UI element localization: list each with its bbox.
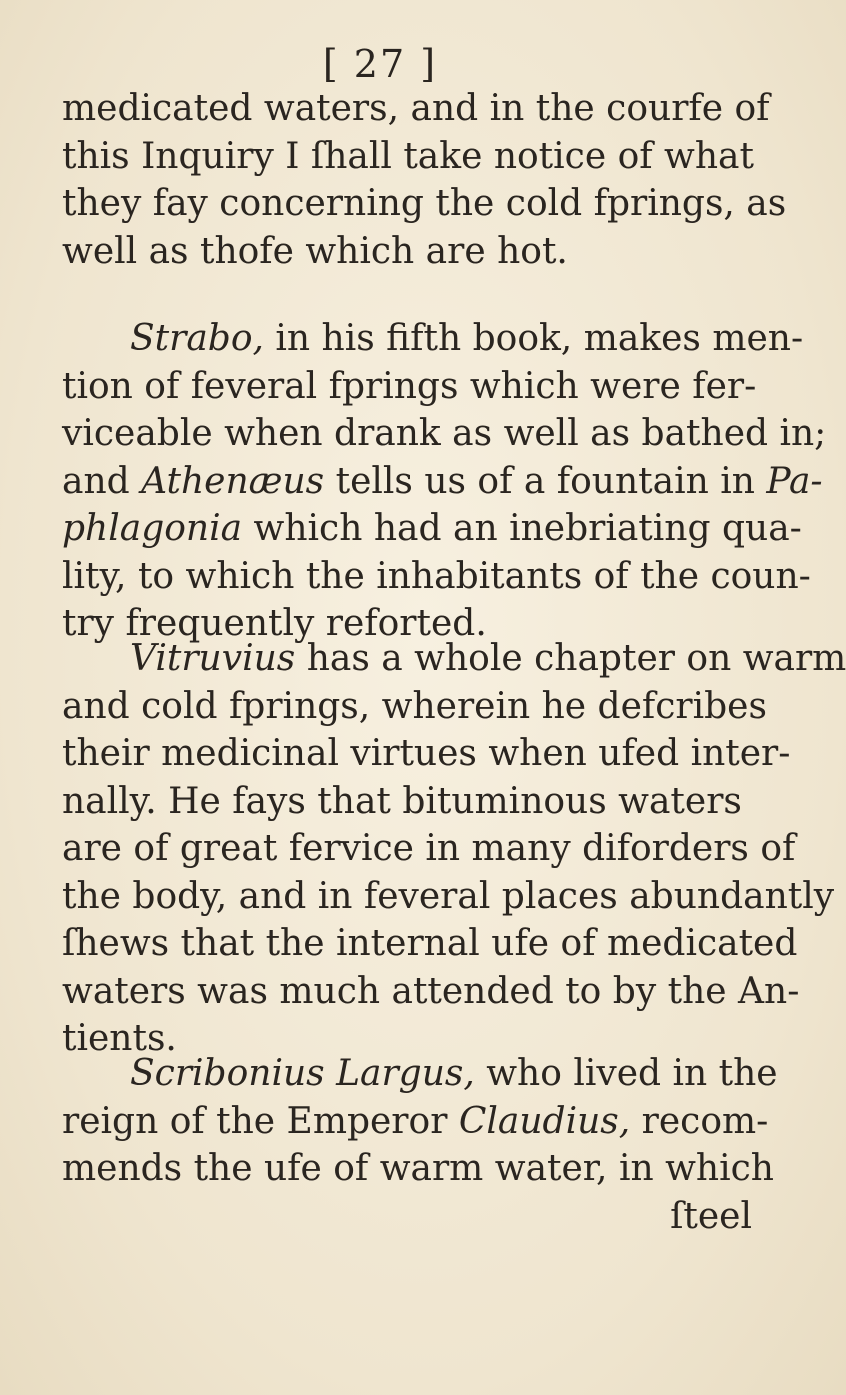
text-run: in his fifth book, makes men- — [263, 318, 804, 359]
text-line: viceable when drank as well as bathed in; — [62, 413, 827, 454]
paragraph-4 — [62, 1050, 778, 1240]
text-line: well as thofe which are hot. — [62, 230, 568, 272]
text-line: nally. He fays that bituminous waters — [62, 780, 742, 822]
text-run: has a whole chapter on warm — [295, 638, 846, 679]
text-line — [62, 505, 802, 553]
text-run: tells us of a fountain in — [324, 460, 767, 502]
text-line: ſhews that the internal ufe of medicated — [62, 923, 798, 964]
italic-name: Athenæus — [141, 460, 325, 502]
text-line: are of great fervice in many diforders of — [62, 828, 796, 869]
page-number: [ 27 ] — [322, 42, 438, 86]
paragraph-2 — [62, 315, 827, 648]
text-line: tients. — [62, 1018, 177, 1059]
text-line — [62, 315, 804, 363]
text-run: who lived in the — [474, 1053, 778, 1094]
italic-name: Scribonius Largus, — [130, 1053, 475, 1094]
text-line — [62, 1098, 769, 1146]
italic-name: phlagonia — [62, 508, 243, 549]
text-line: the body, and in feveral places abundantly — [62, 875, 835, 917]
text-line: lity, to which the inhabitants of the coun- — [62, 555, 811, 597]
text-run: recom- — [630, 1100, 769, 1142]
paragraph-1 — [62, 85, 787, 275]
text-line: medicated waters, and in the courfe of — [62, 88, 770, 129]
text-line: they fay concerning the cold fprings, as — [62, 183, 787, 224]
text-line: their medicinal virtues when ufed inter- — [62, 733, 791, 774]
paragraph-3 — [62, 635, 846, 1063]
text-line: waters was much attended to by the An- — [62, 970, 800, 1012]
text-line — [62, 1050, 778, 1098]
italic-name: Strabo, — [130, 318, 264, 359]
text-run: which had an inebriating qua- — [242, 508, 802, 549]
catchword: ſteel — [670, 1195, 752, 1237]
text-run: and — [62, 460, 142, 502]
text-run: reign of the Emperor — [62, 1100, 459, 1142]
italic-name: Claudius, — [458, 1100, 631, 1142]
text-line: and cold fprings, wherein he defcribes — [62, 685, 767, 727]
text-line: mends the ufe of warm water, in which — [62, 1148, 774, 1189]
italic-name: Vitruvius — [130, 638, 296, 679]
text-line: try frequently reforted. — [62, 603, 487, 644]
text-line: tion of feveral fprings which were fer- — [62, 365, 757, 407]
italic-name: Pa- — [766, 460, 823, 502]
text-line — [62, 458, 823, 506]
text-line: this Inquiry I ſhall take notice of what — [62, 135, 754, 177]
text-line — [62, 635, 846, 683]
